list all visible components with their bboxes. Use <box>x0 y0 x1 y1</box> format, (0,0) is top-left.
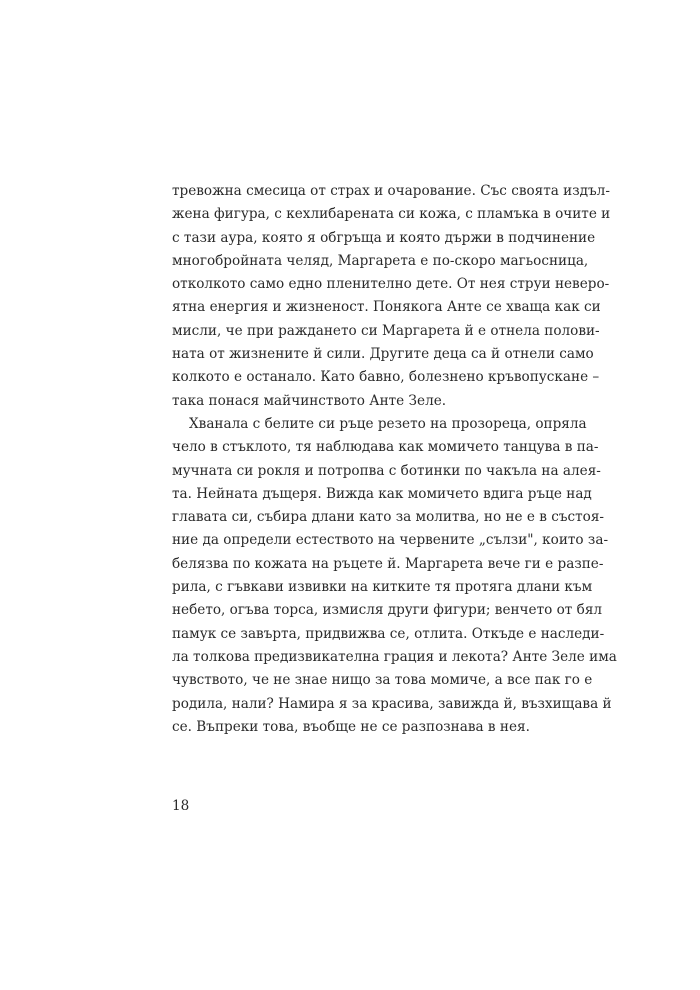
text-line: колкото е останало. Като бавно, болезнено кръвопускане – <box>172 369 600 386</box>
text-line: чело в стъклото, тя наблюдава как момичето танцува в па- <box>172 439 599 456</box>
text-line: Хванала с белите си ръце резето на прозореца, опряла <box>189 415 587 432</box>
text-line: така понася майчинството Анте Зеле. <box>172 392 447 409</box>
text-line: многобройната челяд, Маргарета е по-скоро магьосница, <box>172 252 589 269</box>
paragraph-2 <box>172 413 617 739</box>
text-line: се. Въпреки това, въобще не се разпознава в нея. <box>172 718 530 735</box>
text-line: та. Нейната дъщеря. Вижда как момичето вдига ръце над <box>172 485 592 502</box>
text-line: главата си, събира длани като за молитва, но не е в състоя- <box>172 509 604 526</box>
page-number: 18 <box>172 798 190 814</box>
text-line: отколкото само едно пленително дете. От нея струи неверо- <box>172 276 610 293</box>
text-line: ние да определи естеството на червените „сълзи", които за- <box>172 532 609 549</box>
text-line: жена фигура, с кехлибарената си кожа, с пламъка в очите и <box>172 206 611 223</box>
text-line: чувството, че не знае нищо за това момиче, а все пак го е <box>172 672 593 689</box>
text-line: тревожна смесица от страх и очарование. Със своята издъл- <box>172 183 610 199</box>
text-line: с тази аура, която я обгръща и която държи в подчинение <box>172 229 596 246</box>
text-line: ната от жизнените й сили. Другите деца са й отнели само <box>172 346 594 363</box>
body-text <box>172 180 617 739</box>
text-line: ятна енергия и жизненост. Понякога Анте се хваща как си <box>172 299 601 316</box>
text-line: родила, нали? Намира я за красива, завижда й, възхищава й <box>172 695 612 712</box>
paragraph-1 <box>172 180 611 413</box>
text-line: ла толкова предизвикателна грация и лекота? Анте Зеле има <box>172 648 617 665</box>
text-line: рила, с гъвкави извивки на китките тя протяга длани към <box>172 579 593 596</box>
text-line: белязва по кожата на ръцете й. Маргарета вече ги е разпе- <box>172 555 604 572</box>
text-line: памук се завърта, придвижва се, отлита. Откъде е наследи- <box>172 625 605 642</box>
text-line: небето, огъва торса, измисля други фигури; венчето от бял <box>172 602 603 619</box>
text-line: мучната си рокля и потропва с ботинки по чакъла на алея- <box>172 462 601 479</box>
text-line: мисли, че при раждането си Маргарета й е отнела полови- <box>172 322 600 339</box>
